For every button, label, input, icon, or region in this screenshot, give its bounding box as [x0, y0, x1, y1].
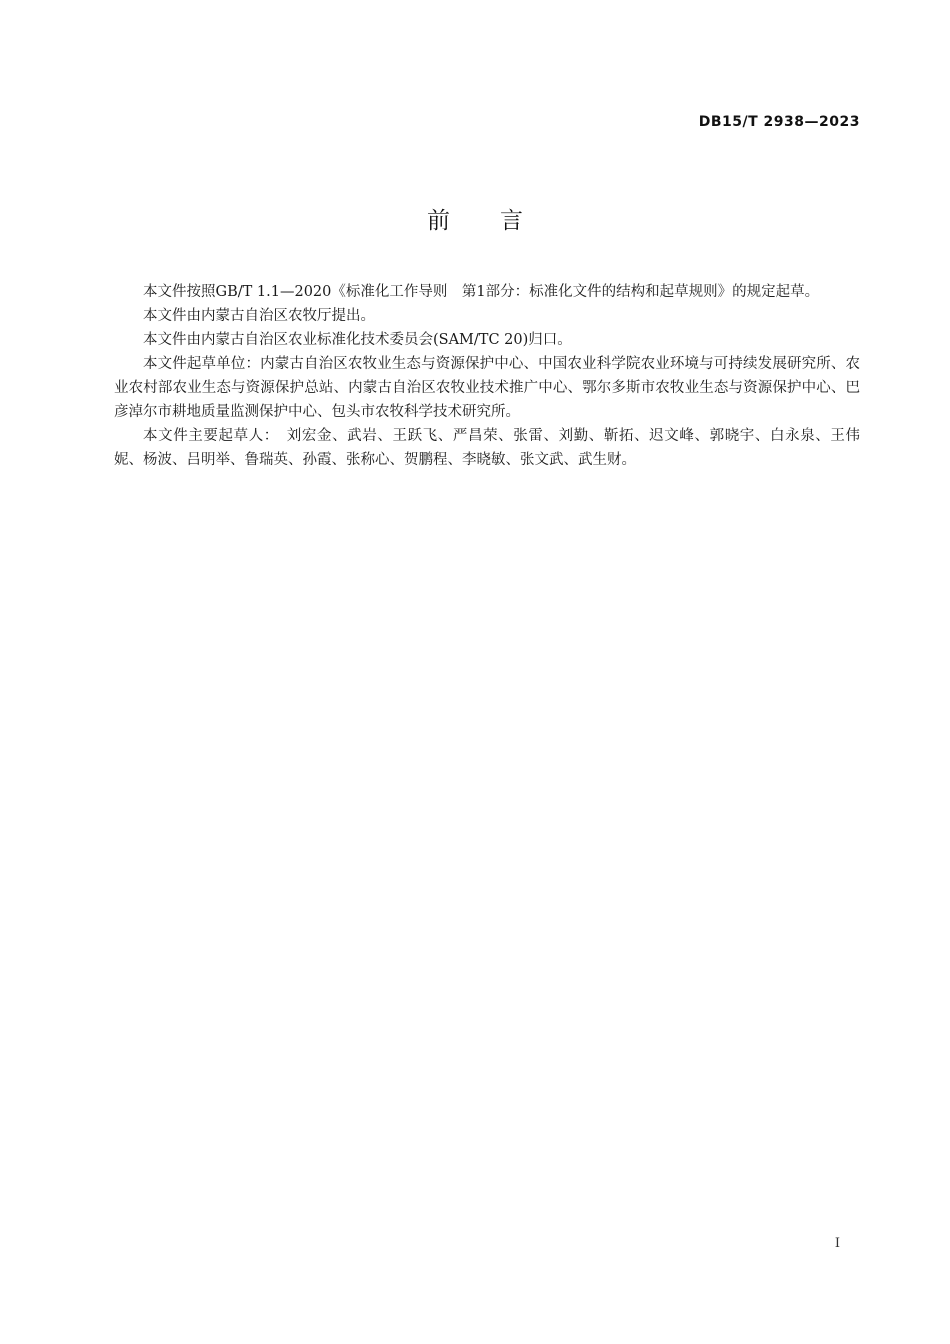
paragraph-drafting-units: 本文件起草单位：内蒙古自治区农牧业生态与资源保护中心、中国农业科学院农业环境与可持续发展研究所、农业农村部农业生态与资源保护总站、内蒙古自治区农牧业技术推广中心、鄂尔多斯市农牧业生态与资源保护中心、巴彦淖尔市耕地质量监测保护中心、包头市农牧科学技术研究所。 [114, 356, 860, 420]
page-title: 前言 [427, 208, 573, 234]
document-code: DB15/T 2938—2023 [698, 114, 860, 130]
paragraph-drafting-rules: 本文件按照GB/T 1.1—2020《标准化工作导则 第1部分：标准化文件的结构和起草规则》的规定起草。 [143, 284, 820, 300]
foreword-body [114, 280, 860, 472]
paragraph-proposer: 本文件由内蒙古自治区农牧厅提出。 [143, 308, 375, 324]
paragraph-technical-committee: 本文件由内蒙古自治区农业标准化技术委员会(SAM/TC 20)归口。 [143, 332, 572, 348]
page-number: I [834, 1236, 840, 1251]
paragraph-drafters: 本文件主要起草人： 刘宏金、武岩、王跃飞、严昌荣、张雷、刘勤、靳拓、迟文峰、郭晓宇、白永泉、王伟妮、杨波、吕明举、鲁瑞英、孙霞、张称心、贺鹏程、李晓敏、张文武、武生财。 [114, 428, 860, 468]
